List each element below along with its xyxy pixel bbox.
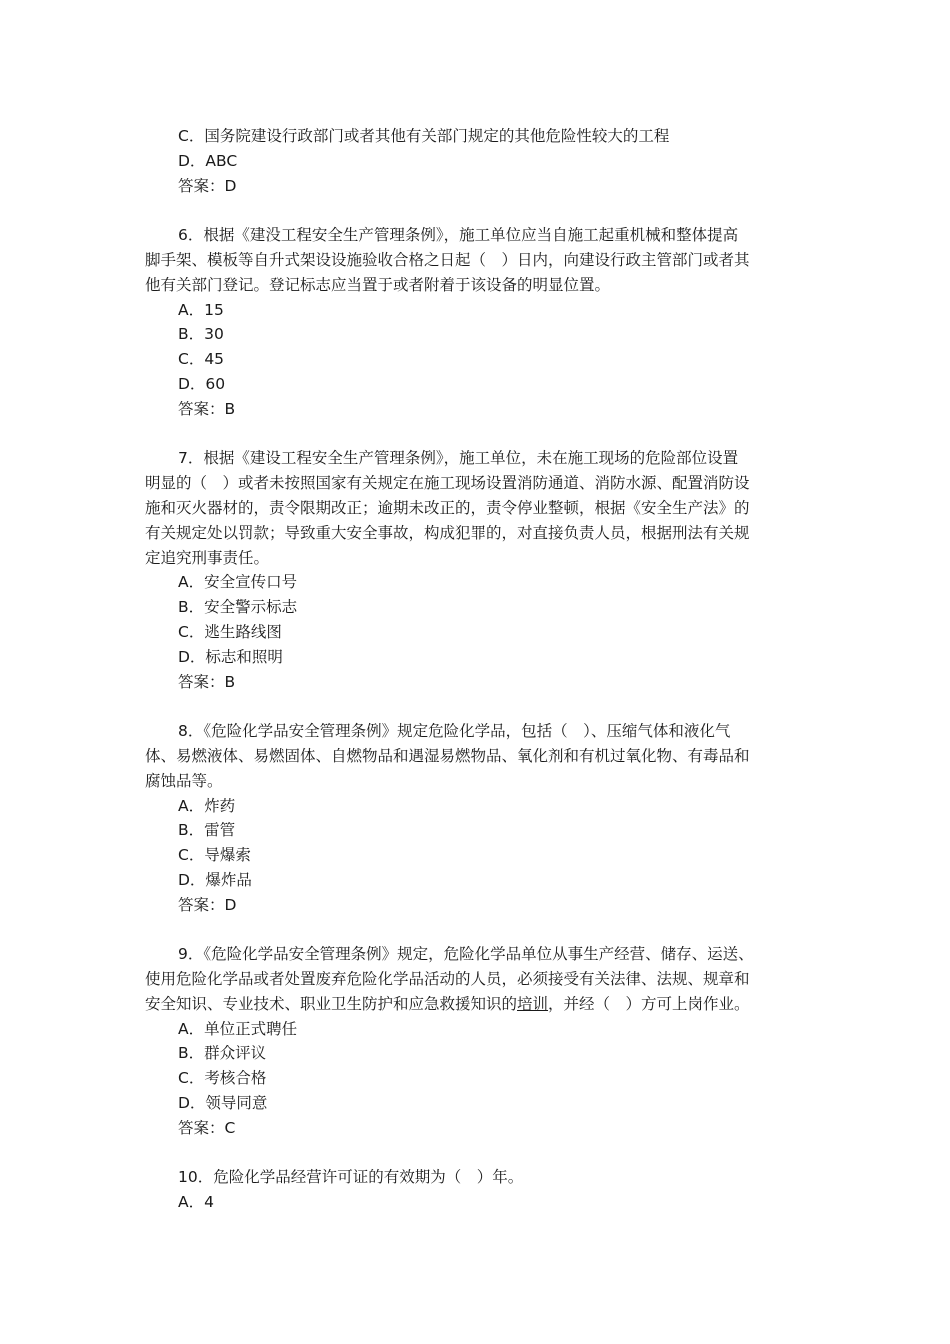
spacer <box>145 422 805 447</box>
q9-stem-line-1: 9．《危险化学品安全管理条例》规定，危险化学品单位从事生产经营、储存、运送、 <box>178 945 754 964</box>
q6-option-c: C．45 <box>178 350 225 369</box>
q7-option-d: D．标志和照明 <box>178 647 283 666</box>
q8-stem-line-2: 体、易燃液体、易燃固体、自燃物品和遇湿易燃物品、氧化剂和有机过氧化物、有毒品和 <box>145 746 750 765</box>
q7-stem-line-1: 7．根据《建设工程安全生产管理条例》，施工单位，未在施工现场的危险部位设置 <box>178 449 739 468</box>
q9-training-link[interactable]: 培训 <box>517 994 549 1013</box>
q9-line3-post: ，并经（ ）方可上岗作业。 <box>548 994 750 1013</box>
q7-stem-line-2: 明显的（ ）或者未按照国家有关规定在施工现场设置消防通道、消防水源、配置消防设 <box>145 474 750 493</box>
q9-stem-line-3 <box>145 992 805 1017</box>
q7-option-b: B．安全警示标志 <box>178 598 298 617</box>
q7-stem-line-3: 施和灭火器材的，责令限期改正；逾期未改正的，责令停业整顿，根据《安全生产法》的 <box>145 498 750 517</box>
spacer <box>145 918 805 943</box>
q9-option-c: C．考核合格 <box>178 1069 267 1088</box>
q5-option-d: D．ABC <box>178 151 238 170</box>
q8-option-c: C．导爆索 <box>178 846 251 865</box>
q6-stem-line-2: 脚手架、模板等自升式架设设施验收合格之日起（ ）日内，向建设行政主管部门或者其 <box>145 250 750 269</box>
q9-option-a: A．单位正式聘任 <box>178 1019 298 1038</box>
q6-stem-line-3: 他有关部门登记。登记标志应当置于或者附着于该设备的明显位置。 <box>145 275 611 294</box>
q7-answer: 答案：B <box>178 672 236 691</box>
q9-option-b: B．群众评议 <box>178 1044 267 1063</box>
q8-option-b: B．雷管 <box>178 821 236 840</box>
q5-option-c: C．国务院建设行政部门或者其他有关部门规定的其他危险性较大的工程 <box>178 127 670 145</box>
q7-stem-line-4: 有关规定处以罚款；导致重大安全事故，构成犯罪的，对直接负责人员，根据刑法有关规 <box>145 523 750 542</box>
q8-answer: 答案：D <box>178 895 237 914</box>
q6-option-d: D．60 <box>178 374 226 393</box>
q8-option-a: A．炸药 <box>178 796 236 815</box>
q6-option-a: A．15 <box>178 300 224 319</box>
q6-answer: 答案：B <box>178 399 236 418</box>
q9-answer: 答案：C <box>178 1118 236 1137</box>
spacer <box>145 1141 805 1166</box>
q7-option-a: A．安全宣传口号 <box>178 573 298 592</box>
q9-line3-pre: 安全知识、专业技术、职业卫生防护和应急救援知识的 <box>145 994 518 1013</box>
q5-answer: 答案：D <box>178 176 237 195</box>
spacer <box>145 694 805 719</box>
q6-stem-line-1: 6．根据《建没工程安全生产管理条例》，施工单位应当自施工起重机械和整体提高 <box>178 226 739 245</box>
q8-stem-line-3: 腐蚀品等。 <box>145 771 223 790</box>
document-content <box>145 124 805 1215</box>
q8-stem-line-1: 8．《危险化学品安全管理条例》规定危险化学品，包括（ ）、压缩气体和液化气 <box>178 722 731 741</box>
spacer <box>145 198 805 223</box>
q10-stem-line-1: 10．危险化学品经营许可证的有效期为（ ）年。 <box>178 1168 524 1187</box>
q6-option-b: B．30 <box>178 325 224 344</box>
q9-option-d: D．领导同意 <box>178 1094 268 1113</box>
q8-option-d: D．爆炸品 <box>178 870 252 889</box>
q10-option-a: A．4 <box>178 1193 214 1212</box>
q9-stem-line-2: 使用危险化学品或者处置废弃危险化学品活动的人员，必须接受有关法律、法规、规章和 <box>145 970 750 989</box>
q7-option-c: C．逃生路线图 <box>178 622 282 641</box>
q7-stem-line-5: 定追究刑事责任。 <box>145 548 270 567</box>
